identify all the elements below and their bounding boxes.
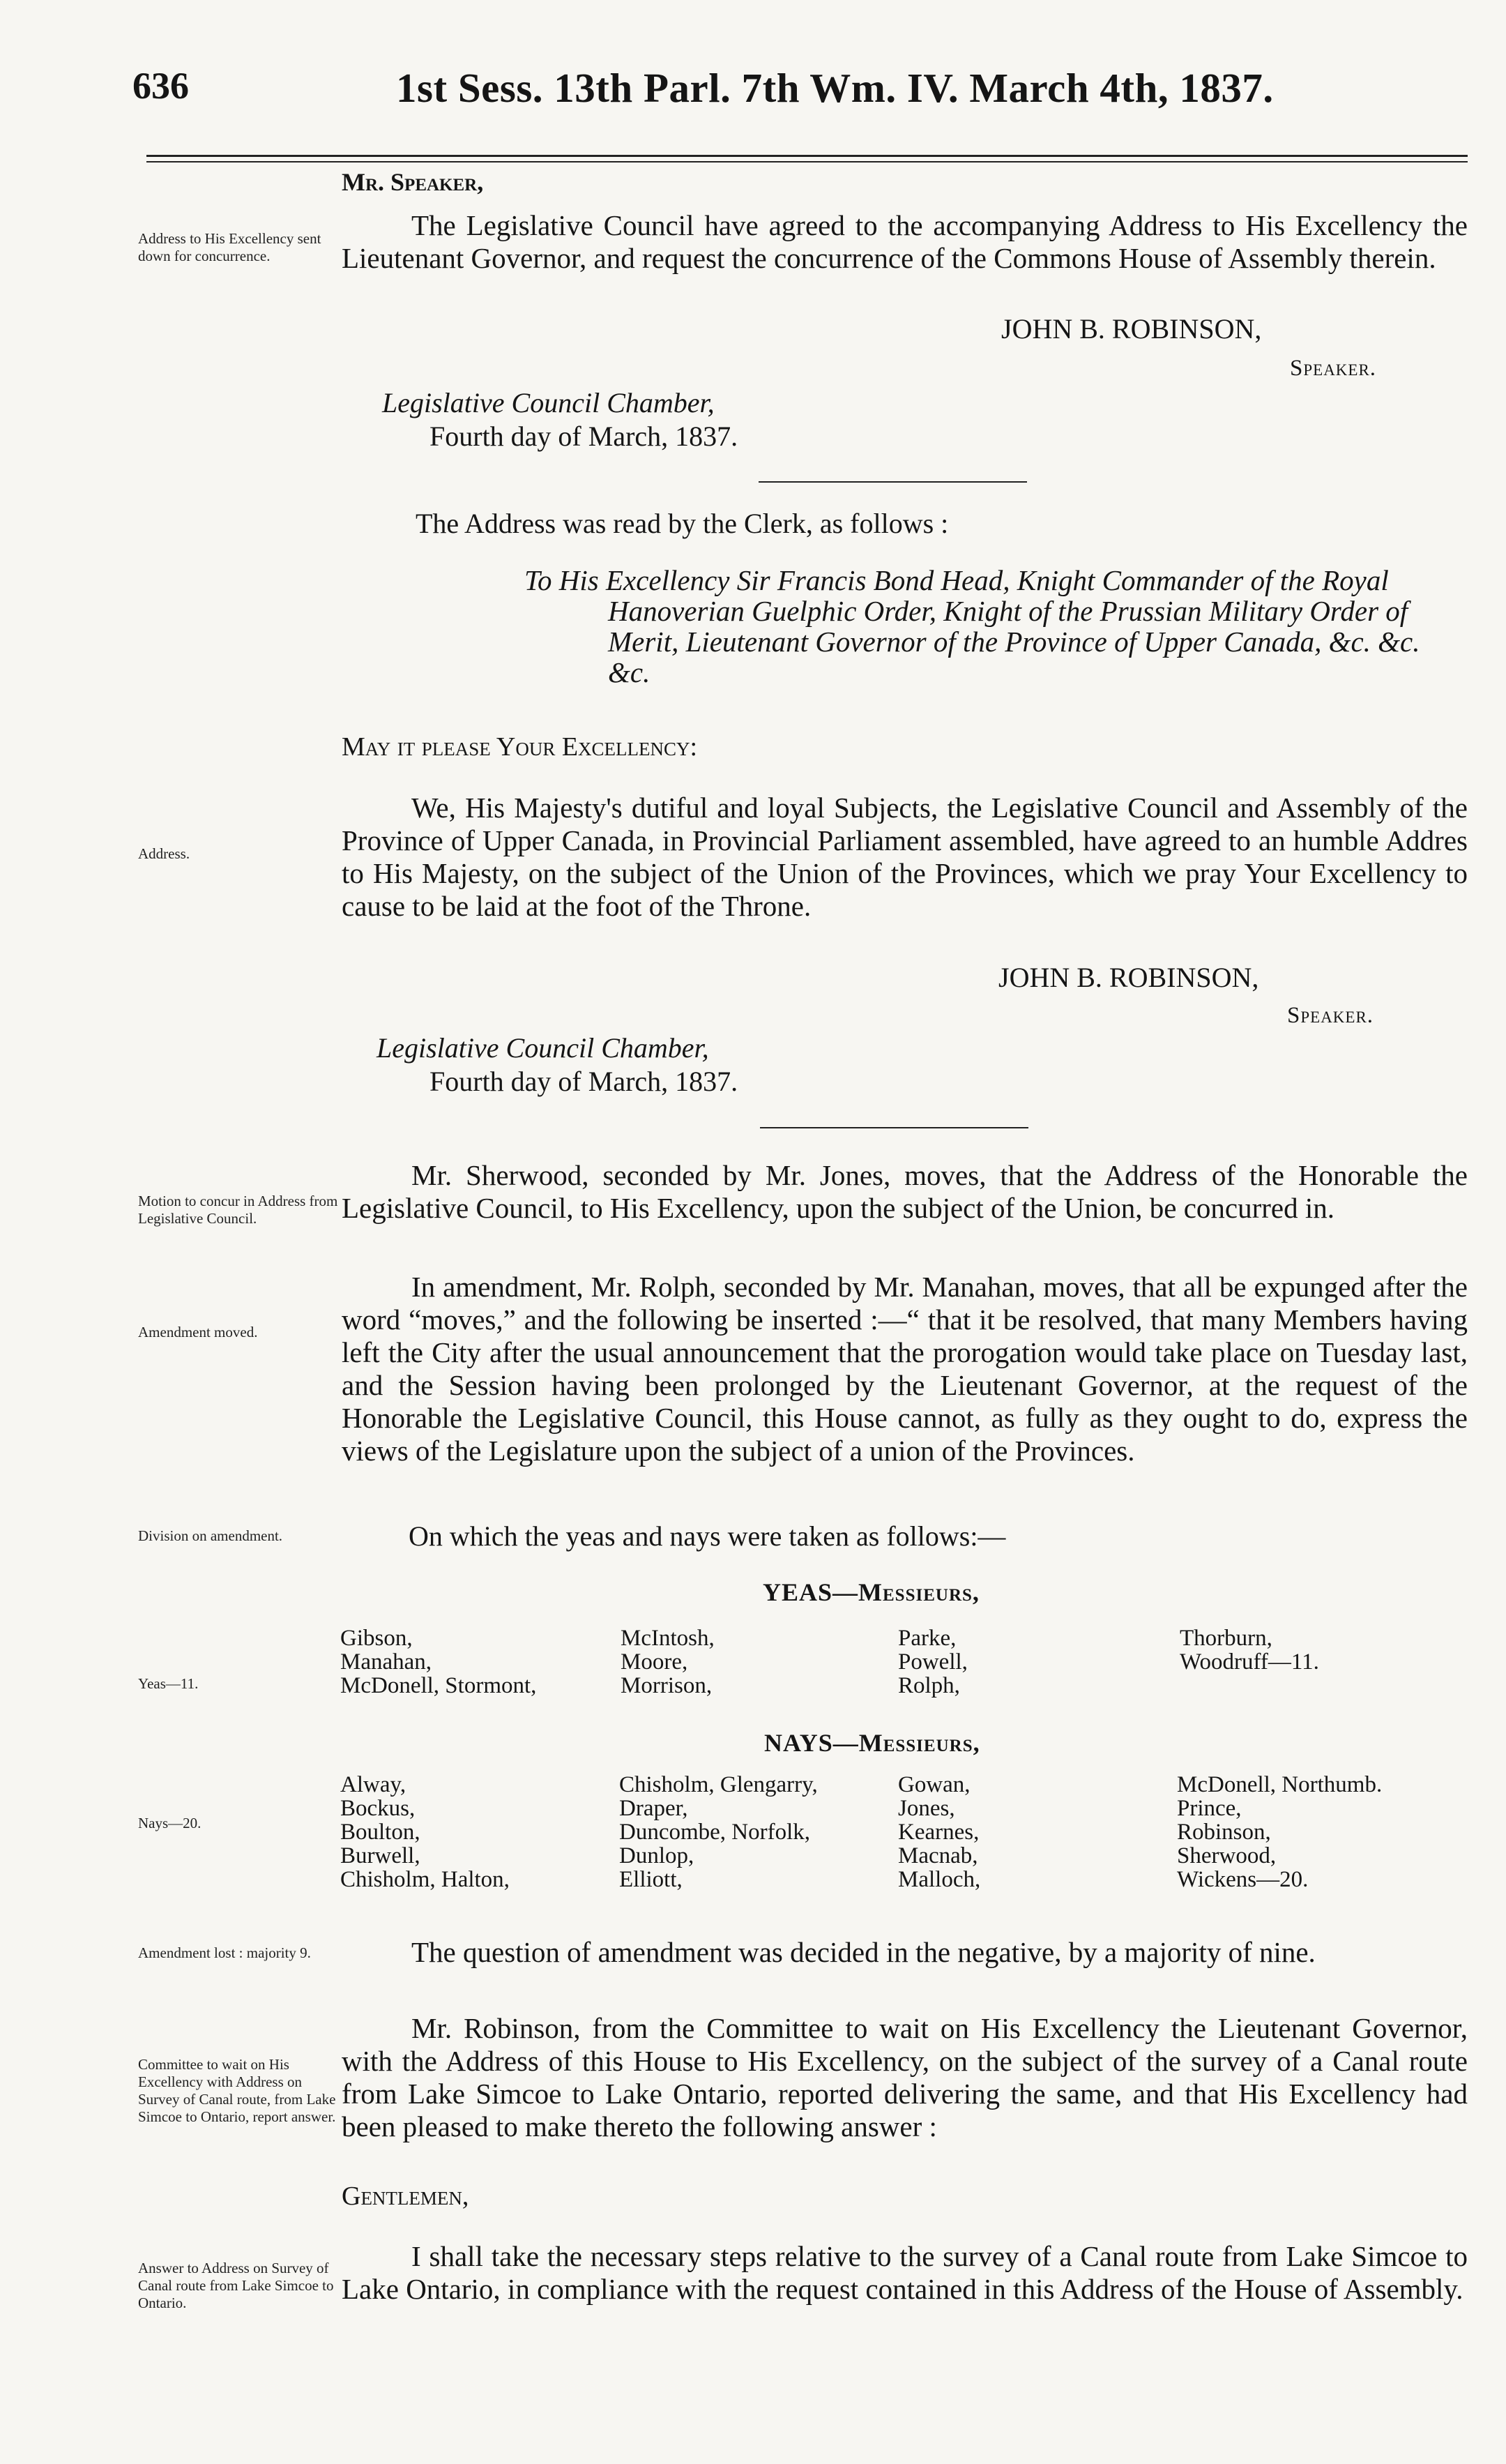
nays-column-3 (898, 1773, 980, 1891)
member-name: Manahan, (340, 1649, 432, 1675)
address-date: Fourth day of March, 1837. (429, 1066, 738, 1097)
address-body: We, His Majesty's dutiful and loyal Subjects, the Legislative Council and Assembly of the Province of Upper Canada, in Provincial Parliament assembled, have agreed to an humble Addres to His Majesty, on the subject of the Union of the Provinces, which we pray Your Excellency to cause to be laid at the foot of the Throne. (342, 792, 1468, 922)
nays-column-2 (619, 1773, 818, 1891)
message-place: Legislative Council Chamber, (382, 387, 715, 418)
member-name: Thorburn, (1180, 1626, 1272, 1651)
member-name: Gibson, (340, 1626, 413, 1651)
member-name: Wickens—20. (1177, 1867, 1309, 1892)
message-signature: JOHN B. ROBINSON, (1001, 313, 1262, 345)
member-name: Sherwood, (1177, 1843, 1277, 1868)
address-intro: The Address was read by the Clerk, as follows : (416, 508, 949, 539)
margin-note-result: Amendment lost : majority 9. (138, 1944, 311, 1961)
member-name: Rolph, (898, 1673, 960, 1698)
margin-note-nays: Nays—20. (138, 1815, 201, 1831)
yeas-heading (763, 1578, 980, 1607)
address-recipient-text: To His Excellency Sir Francis Bond Head, Knight Commander of the Royal Hanoverian Guelphic Order, Knight of the Prussian Military Order of Merit, Lieutenant Governor of the Province of Upper Canada, &c. &c. &c. (524, 564, 1420, 688)
nays-heading-label: NAYS— (764, 1729, 859, 1757)
member-name: Prince, (1177, 1796, 1242, 1821)
answer-salutation: Gentlemen, (342, 2182, 469, 2211)
margin-note-motion: Motion to concur in Address from Legislative Council. (138, 1193, 338, 1227)
address-place: Legislative Council Chamber, (376, 1032, 709, 1064)
margin-note-yeas: Yeas—11. (138, 1675, 199, 1692)
member-name: Woodruff—11. (1180, 1649, 1319, 1675)
member-name: Alway, (340, 1772, 406, 1797)
member-name: McIntosh, (621, 1626, 715, 1651)
member-name: Chisholm, Halton, (340, 1867, 510, 1892)
page-header (132, 64, 1450, 120)
member-name: Bockus, (340, 1796, 416, 1821)
member-name: Morrison, (621, 1673, 713, 1698)
address-signature-title: Speaker. (1287, 1003, 1374, 1028)
margin-note-answer: Answer to Address on Survey of Canal route from Lake Simcoe to Ontario. (138, 2260, 334, 2311)
member-name: Moore, (621, 1649, 688, 1675)
page-number: 636 (132, 65, 189, 107)
member-name: Jones, (898, 1796, 955, 1821)
amendment-text: In amendment, Mr. Rolph, seconded by Mr. Manahan, moves, that all be expunged after the word “moves,” and the following be inserted :—“ that it be resolved, that many Members having left the City after the usual announcement that the prorogation would take place on Tuesday last, and the Session having been prolonged by the Lieutenant Governor, at the request of the Honorable the Legislative Council, this House cannot, as fully as they ought to do, express the views of the Legislature upon the subject of a union of the Provinces. (342, 1271, 1468, 1467)
member-name: Draper, (619, 1796, 688, 1821)
member-name: McDonell, Northumb. (1177, 1772, 1383, 1797)
member-name: Kearnes, (898, 1820, 980, 1845)
nays-column-1 (340, 1773, 510, 1891)
division-intro: On which the yeas and nays were taken as follows:— (409, 1520, 1006, 1552)
address-recipient (524, 565, 1462, 688)
yeas-heading-label: YEAS— (763, 1578, 859, 1606)
margin-note-committee: Committee to wait on His Excellency with Address on Survey of Canal route, from Lake Simcoe to Ontario, report answer. (138, 2056, 336, 2125)
message-signature-title: Speaker. (1290, 356, 1377, 381)
yeas-column-3 (898, 1626, 968, 1698)
member-name: Elliott, (619, 1867, 683, 1892)
margin-note-message: Address to His Excellency sent down for concurrence. (138, 230, 321, 264)
member-name: Boulton, (340, 1820, 420, 1845)
member-name: McDonell, Stormont, (340, 1673, 537, 1698)
message-date: Fourth day of March, 1837. (429, 421, 738, 452)
separator-rule (759, 481, 1027, 483)
margin-note-amendment: Amendment moved. (138, 1324, 258, 1340)
yeas-column-4 (1180, 1626, 1319, 1674)
motion-text: Mr. Sherwood, seconded by Mr. Jones, moves, that the Address of the Honorable the Legislative Council, to His Excellency, upon the subject of the Union, be concurred in. (342, 1159, 1468, 1224)
address-salutation: May it please Your Excellency: (342, 732, 698, 762)
member-name: Duncombe, Norfolk, (619, 1820, 811, 1845)
committee-text: Mr. Robinson, from the Committee to wait on His Excellency the Lieutenant Governor, with the Address of this House to His Excellency, on the subject of the survey of a Canal route from Lake Simcoe to Lake Ontario, reported delivering the same, and that His Excellency had been pleased to make thereto the following answer : (342, 2012, 1468, 2142)
member-name: Parke, (898, 1626, 957, 1651)
member-name: Powell, (898, 1649, 968, 1675)
member-name: Gowan, (898, 1772, 971, 1797)
member-name: Burwell, (340, 1843, 420, 1868)
member-name: Malloch, (898, 1867, 981, 1892)
member-name: Chisholm, Glengarry, (619, 1772, 818, 1797)
answer-text: I shall take the necessary steps relative to the survey of a Canal route from Lake Simcoe to Lake Ontario, in compliance with the request contained in this Address of the House of Assembly. (342, 2240, 1468, 2305)
nays-column-4 (1177, 1773, 1382, 1891)
header-rule (146, 155, 1468, 162)
margin-note-address: Address. (138, 845, 190, 862)
margin-note-division: Division on amendment. (138, 1527, 283, 1544)
yeas-column-1 (340, 1626, 536, 1698)
separator-rule-2 (760, 1127, 1028, 1128)
address-signature: JOHN B. ROBINSON, (998, 962, 1259, 993)
message-salutation: Mr. Speaker, (342, 168, 484, 196)
result-text: The question of amendment was decided in the negative, by a majority of nine. (411, 1936, 1316, 1968)
yeas-column-2 (621, 1626, 715, 1698)
running-head: 1st Sess. 13th Parl. 7th Wm. IV. March 4th, 1837. (396, 65, 1274, 111)
yeas-heading-messieurs: Messieurs, (858, 1578, 980, 1606)
message-body: The Legislative Council have agreed to the accompanying Address to His Excellency the Lieutenant Governor, and request the concurrence of the Commons House of Assembly therein. (342, 209, 1468, 274)
member-name: Robinson, (1177, 1820, 1271, 1845)
nays-heading-messieurs: Messieurs, (858, 1729, 980, 1757)
member-name: Macnab, (898, 1843, 978, 1868)
nays-heading (764, 1728, 980, 1758)
member-name: Dunlop, (619, 1843, 694, 1868)
